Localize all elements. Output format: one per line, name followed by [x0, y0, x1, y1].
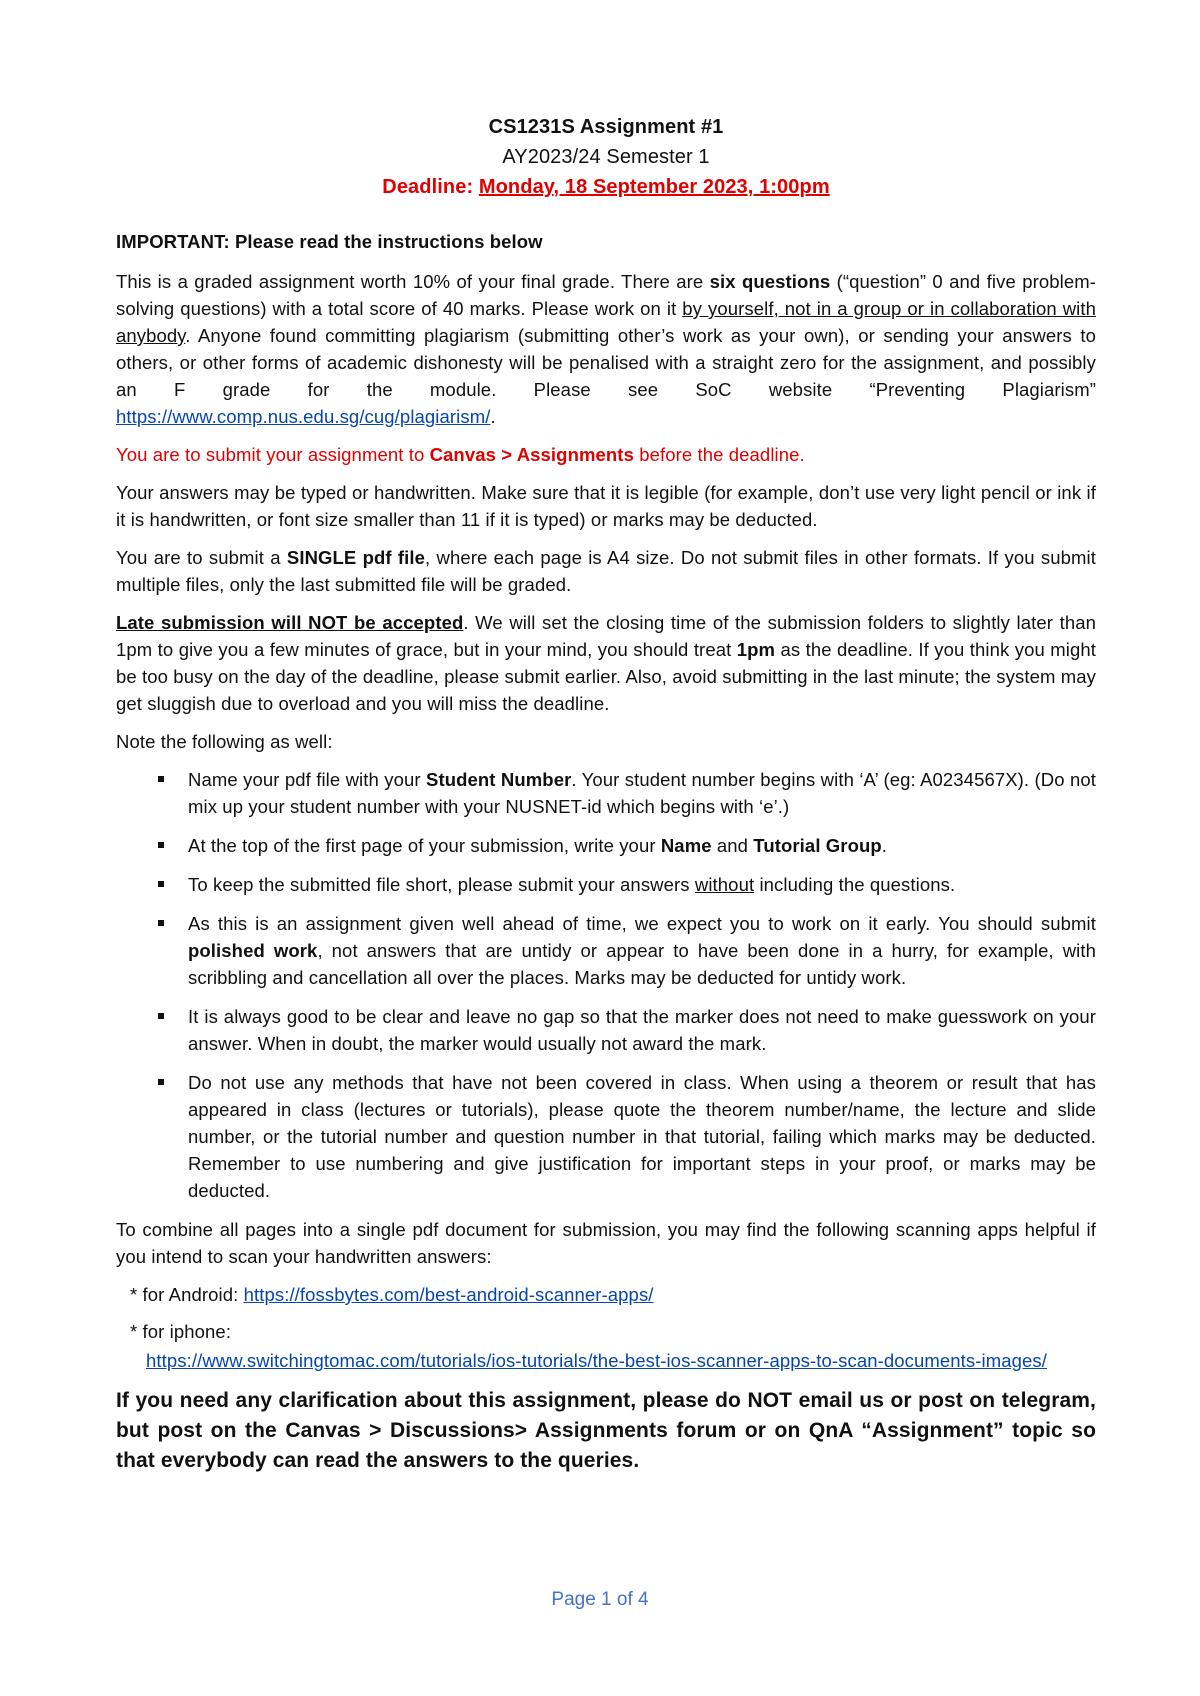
bold-text: Canvas > Assignments — [429, 444, 634, 465]
text: You are to submit a — [116, 547, 287, 568]
para-graded-assignment — [116, 268, 1096, 430]
page-number: Page 1 of 4 — [551, 1589, 649, 1610]
list-item — [116, 766, 1096, 820]
text: Name your pdf file with your — [188, 769, 426, 790]
clarification-note — [116, 1386, 1096, 1476]
list-item — [116, 871, 1096, 898]
bullet-square-icon — [158, 920, 164, 926]
bold-text: Student Number — [426, 769, 572, 790]
para-legibility: Your answers may be typed or handwritten. Make sure that it is legible (for example, don’t use very light pencil or ink if it is handwritten, or font size smaller than 11 if it is typed) or marks may be deducted. — [116, 482, 1096, 530]
android-scanner-link[interactable]: https://fossbytes.com/best-android-scanner-apps/ — [243, 1284, 654, 1305]
para-single-pdf — [116, 544, 1096, 598]
para-note: Note the following as well: — [116, 731, 333, 752]
para-combine-pages: To combine all pages into a single pdf document for submission, you may find the following scanning apps helpful if you intend to scan your handwritten answers: — [116, 1219, 1096, 1267]
bold-text: QnA “Assignment” — [808, 1419, 1004, 1442]
text: including the questions. — [754, 874, 956, 895]
plagiarism-link[interactable]: https://www.comp.nus.edu.sg/cug/plagiarism/ — [116, 406, 491, 427]
text: Do not use any methods that have not been covered in class. When using a theorem or result that has appeared in class (lectures or tutorials), please quote the theorem number/name, the lecture and slide number, or the tutorial number and question number in that tutorial, failing which marks may be deducted. Remember to use numbering and give justification for important steps in your proof, or marks may be deducted. — [188, 1072, 1096, 1201]
text: , where each page is A4 size. Do not submit files in other formats. If you submit multiple files, only the last submitted file will be graded. — [116, 547, 1096, 595]
instructions-list — [116, 766, 1096, 1204]
bold-text: SINGLE pdf file — [286, 547, 426, 568]
scanner-apps — [130, 1281, 1096, 1374]
bullet-square-icon — [158, 776, 164, 782]
android-label: * for Android: — [130, 1284, 244, 1305]
bold-underlined-text: Late submission will NOT be accepted — [116, 612, 464, 633]
doc-title: CS1231S Assignment #1 — [488, 116, 724, 138]
text: , not answers that are untidy or appear to have been done in a hurry, for example, with scribbling and cancellation all over the places. Marks may be deducted for untidy work. — [188, 940, 1096, 988]
list-item — [116, 1003, 1096, 1057]
bold-text: Name — [660, 835, 712, 856]
doc-semester: AY2023/24 Semester 1 — [502, 146, 710, 168]
text: It is always good to be clear and leave no gap so that the marker does not need to make guesswork on your answer. When in doubt, the marker would usually not award the mark. — [188, 1006, 1096, 1054]
text: You are to submit your assignment to — [116, 444, 430, 465]
bullet-square-icon — [158, 842, 164, 848]
android-line — [130, 1281, 1096, 1308]
iphone-label: * for iphone: — [130, 1321, 232, 1342]
text: To keep the submitted file short, please submit your answers — [188, 874, 695, 895]
bullet-square-icon — [158, 1079, 164, 1085]
text: before the deadline. — [633, 444, 805, 465]
text: topic so that everybody can read the answers to the queries. — [116, 1419, 1097, 1472]
bullet-square-icon — [158, 1013, 164, 1019]
text: At the top of the first page of your submission, write your — [188, 835, 661, 856]
title-block — [116, 112, 1096, 202]
para-late-submission — [116, 609, 1096, 717]
text: (“question” 0 and five problem-solving questions) with a total score of 40 marks. Please work on it — [116, 271, 1096, 319]
text: . — [881, 835, 888, 856]
text: As this is an assignment given well ahead of time, we expect you to work on it early. You should submit — [188, 913, 1096, 934]
text: . Anyone found committing plagiarism (submitting other’s work as your own), or sending your answers to others, or other forms of academic dishonesty will be penalised with a straight zero for the assignment, and possibly an F grade for the module. Please see SoC website “Preventing Plagiarism” — [116, 325, 1096, 400]
text: This is a graded assignment worth 10% of your final grade. There are — [116, 271, 710, 292]
page-content — [116, 112, 1096, 1476]
text: as the deadline. If you think you might be too busy on the day of the deadline, please submit earlier. Also, avoid submitting in the last minute; the system may get sluggish due to overload and you will miss the deadline. — [116, 639, 1096, 714]
deadline-value: Monday, 18 September 2023, 1:00pm — [478, 176, 830, 198]
list-item — [116, 1069, 1096, 1204]
bold-text: Canvas > Discussions> Assignments — [285, 1419, 668, 1442]
underlined-text: by yourself, not in a group or in collaboration with anybody — [116, 298, 1097, 346]
iphone-line — [130, 1318, 1096, 1345]
iphone-link-line — [116, 1347, 1096, 1374]
bold-text: 1pm — [736, 639, 776, 660]
text: If you need any clarification about this assignment, please do NOT email us or post on telegram, but post on the — [116, 1389, 1096, 1442]
text: . Your student number begins with ‘A’ (eg: A0234567X). (Do not mix up your student number with your NUSNET-id which begins with ‘e’.) — [188, 769, 1096, 817]
underlined-text: without — [694, 874, 755, 895]
doc-deadline — [116, 172, 1096, 202]
bold-text: polished work — [188, 940, 318, 961]
list-item — [116, 832, 1096, 859]
text: . We will set the closing time of the submission folders to slightly later than 1pm to give you a few minutes of grace, but in your mind, you should treat — [116, 612, 1097, 660]
bold-text: Tutorial Group — [753, 835, 882, 856]
text: . — [490, 406, 496, 427]
list-item — [116, 910, 1096, 991]
bullet-square-icon — [158, 881, 164, 887]
para-submit-canvas — [116, 441, 1096, 468]
text: and — [711, 835, 754, 856]
bold-text: six questions — [709, 271, 831, 292]
text: forum or on — [667, 1419, 809, 1442]
important-heading: IMPORTANT: Please read the instructions below — [116, 231, 543, 252]
iphone-scanner-link[interactable]: https://www.switchingtomac.com/tutorials/ios-tutorials/the-best-ios-scanner-apps-to-scan-documents-images/ — [146, 1350, 1047, 1371]
deadline-label: Deadline: — [382, 176, 479, 198]
